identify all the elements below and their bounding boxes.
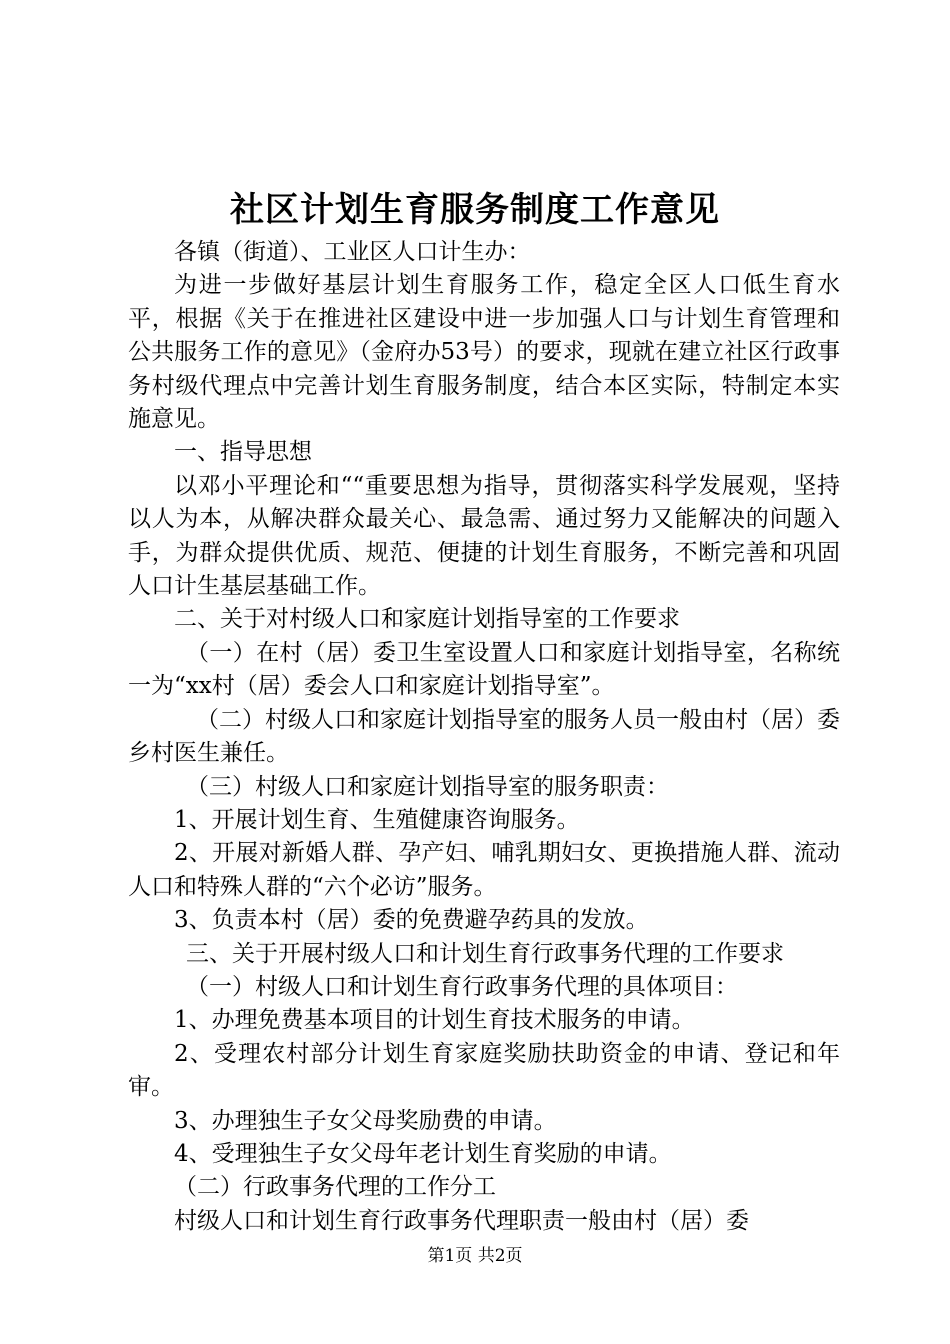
list-item-project-4: 4、受理独生子女父母年老计划生育奖励的申请。 [174, 1140, 672, 1167]
paragraph-division-of-work: 村级人口和计划生育行政事务代理职责一般由村（居）委 [174, 1207, 749, 1234]
list-item-project-3: 3、办理独生子女父母奖励费的申请。 [174, 1107, 557, 1134]
paragraph-item-2-1: （一）在村（居）委卫生室设置人口和家庭计划指导室，名称统一为“xx村（居）委会人口和家庭计划指导室”。 [128, 639, 840, 700]
page-footer: 第1页 共2页 [427, 1246, 523, 1266]
document-body [128, 236, 840, 1238]
list-item-duty-3: 3、负责本村（居）委的免费避孕药具的发放。 [174, 907, 649, 934]
list-item-duty-2: 2、开展对新婚人群、孕产妇、哺乳期妇女、更换措施人群、流动人口和特殊人群的“六个必访”服务。 [128, 840, 840, 900]
paragraph-salutation: 各镇（街道）、工业区人口计生办： [174, 239, 531, 265]
paragraph-item-2-2: （二）村级人口和家庭计划指导室的服务人员一般由村（居）委乡村医生兼任。 [128, 706, 840, 767]
list-item-duty-1: 1、开展计划生育、生殖健康咨询服务。 [174, 806, 580, 833]
list-item-project-1: 1、办理免费基本项目的计划生育技术服务的申请。 [174, 1007, 695, 1034]
paragraph-item-3-2: （二）行政事务代理的工作分工 [174, 1174, 496, 1201]
document-title: 社区计划生育服务制度工作意见 [230, 190, 720, 230]
paragraph-guiding-ideology: 以邓小平理论和““重要思想为指导，贯彻落实科学发展观，坚持以人为本，从解决群众最关心、最急需、通过努力又能解决的问题入手，为群众提供优质、规范、便捷的计划生育服务，不断完善和巩固人口计生基层基础工作。 [128, 472, 840, 600]
heading-section-2: 二、关于对村级人口和家庭计划指导室的工作要求 [174, 606, 680, 633]
heading-section-3: 三、关于开展村级人口和计划生育行政事务代理的工作要求 [186, 940, 784, 967]
paragraph-item-3-1: （一）村级人口和计划生育行政事务代理的具体项目： [186, 973, 738, 1000]
heading-section-1: 一、指导思想 [174, 439, 312, 466]
paragraph-intro: 为进一步做好基层计划生育服务工作，稳定全区人口低生育水平，根据《关于在推进社区建设中进一步加强人口与计划生育管理和公共服务工作的意见》（金府办53号）的要求，现就在建立社区行政事务村级代理点中完善计划生育服务制度，结合本区实际，特制定本实施意见。 [128, 272, 840, 433]
paragraph-item-2-3: （三）村级人口和家庭计划指导室的服务职责： [186, 773, 669, 800]
list-item-project-2: 2、受理农村部分计划生育家庭奖励扶助资金的申请、登记和年审。 [128, 1040, 840, 1101]
